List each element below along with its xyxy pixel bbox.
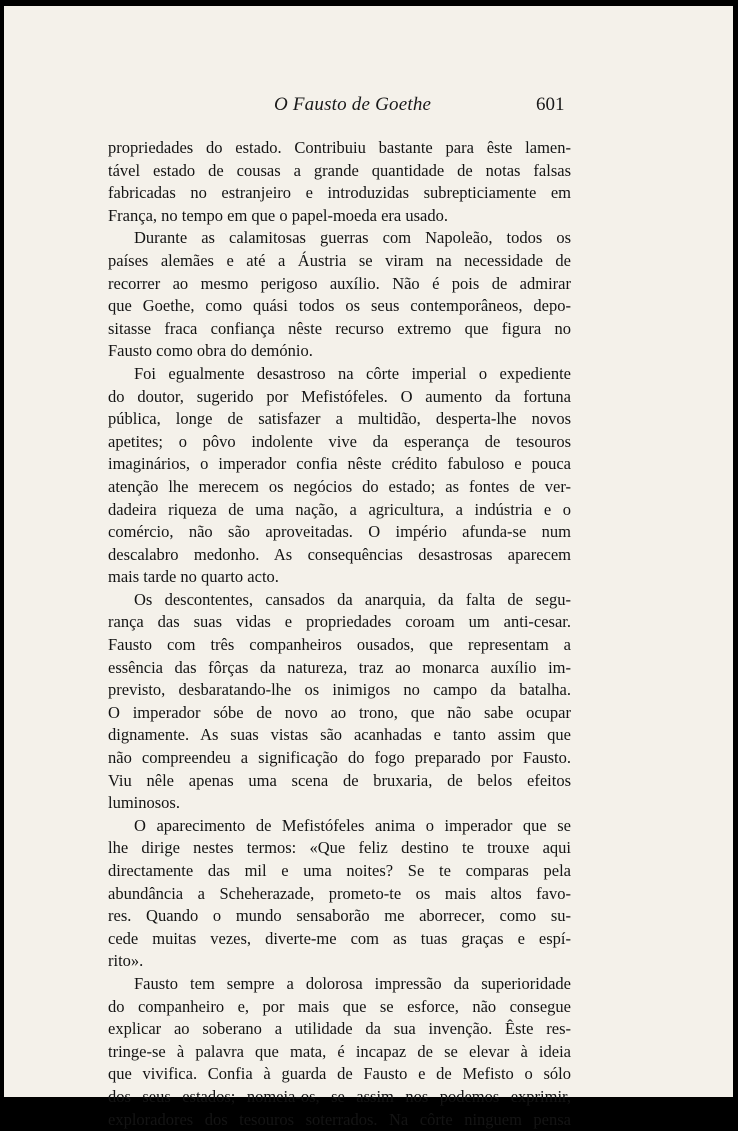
text-line: essência das fôrças da natureza, traz ao monarca auxílio im- [108,657,571,677]
text-line: luminosos. [108,793,180,813]
page-header [274,94,574,124]
text-line: do doutor, sugerido por Mefistófeles. O aumento da fortuna [108,386,571,406]
text-line: dadeira riqueza de uma nação, a agricultura, a indústria e o [108,499,571,519]
text-line: que Goethe, como quási todos os seus contemporâneos, depo- [108,296,571,316]
text-line: não compreendeu a significação do fogo preparado por Fausto. [108,748,571,768]
text-line: tável estado de cousas a grande quantidade de notas falsas [108,160,571,180]
paragraph [108,973,571,1131]
book-page [4,6,733,1129]
text-line: directamente das mil e uma noites? Se te comparas pela [108,861,571,880]
text-line: O imperador sóbe de novo ao trono, que não sabe ocupar [108,702,571,722]
body-text [108,137,571,1131]
text-line: Viu nêle apenas uma scena de bruxaria, de belos efeitos [108,770,571,790]
text-line: países alemães e até a Áustria se viram na necessidade de [108,250,571,270]
paragraph [108,589,571,815]
text-line: imaginários, o imperador confia nêste crédito fabuloso e pouca [108,454,571,474]
running-title: O Fausto de Goethe [274,94,432,115]
text-line: recorrer ao mesmo perigoso auxílio. Não é pois de admirar [108,273,571,293]
text-line: rito». [108,951,144,971]
text-line: pública, longe de satisfazer a multidão, desperta-lhe novos [108,409,571,429]
text-line: dos seus estados; nomeia-os, se assim nos podemos exprimir, [108,1086,571,1106]
text-line: atenção lhe merecem os negócios do estado; as fontes de ver- [108,476,571,496]
text-line: Durante as calamitosas guerras com Napoleão, todos os [134,228,571,248]
text-line: res. Quando o mundo sensaborão me aborrecer, como su- [108,906,571,926]
text-line: Foi egualmente desastroso na côrte imperial o expediente [134,363,571,383]
text-line: exploradores dos tesouros soterrados. Na côrte ninguem pensa [108,1109,571,1129]
text-line: O aparecimento de Mefistófeles anima o imperador que se [134,815,571,835]
text-line: explicar ao soberano a utilidade da sua invenção. Êste res- [108,1019,571,1039]
text-line: descalabro medonho. As consequências desastrosas aparecem [108,544,571,564]
paragraph [108,227,571,363]
text-line: Fausto como obra do demónio. [108,341,313,361]
text-line: do companheiro e, por mais que se esforce, não consegue [108,996,571,1016]
text-line: dignamente. As suas vistas são acanhadas e tanto assim que [108,725,571,745]
page-number: 601 [536,94,565,115]
text-line: comércio, não são aproveitadas. O império afunda-se num [108,522,571,542]
text-line: mais tarde no quarto acto. [108,567,279,587]
text-line: lhe dirige nestes termos: «Que feliz destino te trouxe aqui [108,838,571,858]
text-line: França, no tempo em que o papel-moeda era usado. [108,205,448,225]
text-line: sitasse fraca confiança nêste recurso extremo que figura no [108,318,571,338]
text-line: cede muitas vezes, diverte-me com as tuas graças e espí- [108,928,571,948]
text-line: Fausto tem sempre a dolorosa impressão da superioridade [134,973,571,993]
text-line: apetites; o pôvo indolente vive da esperança de tesouros [108,431,571,451]
text-line: rança das suas vidas e propriedades coroam um anti-cesar. [108,612,571,632]
text-line: fabricadas no estranjeiro e introduzidas subrepticiamente em [108,183,571,203]
paragraph [108,363,571,589]
text-line: que vivifica. Confia à guarda de Fausto e de Mefisto o sólo [108,1064,571,1084]
text-line: propriedades do estado. Contribuiu bastante para êste lamen- [108,138,571,157]
paragraph [108,815,571,973]
text-line: abundância a Scheherazade, prometo-te os mais altos favo- [108,883,571,903]
text-line: previsto, desbaratando-lhe os inimigos no campo da batalha. [108,680,571,700]
text-line: Fausto com três companheiros ousados, que representam a [108,635,571,655]
text-line: Os descontentes, cansados da anarquia, da falta de segu- [134,589,571,609]
text-line: tringe-se à palavra que mata, é incapaz de se elevar à ideia [108,1041,571,1061]
paragraph [108,137,571,227]
